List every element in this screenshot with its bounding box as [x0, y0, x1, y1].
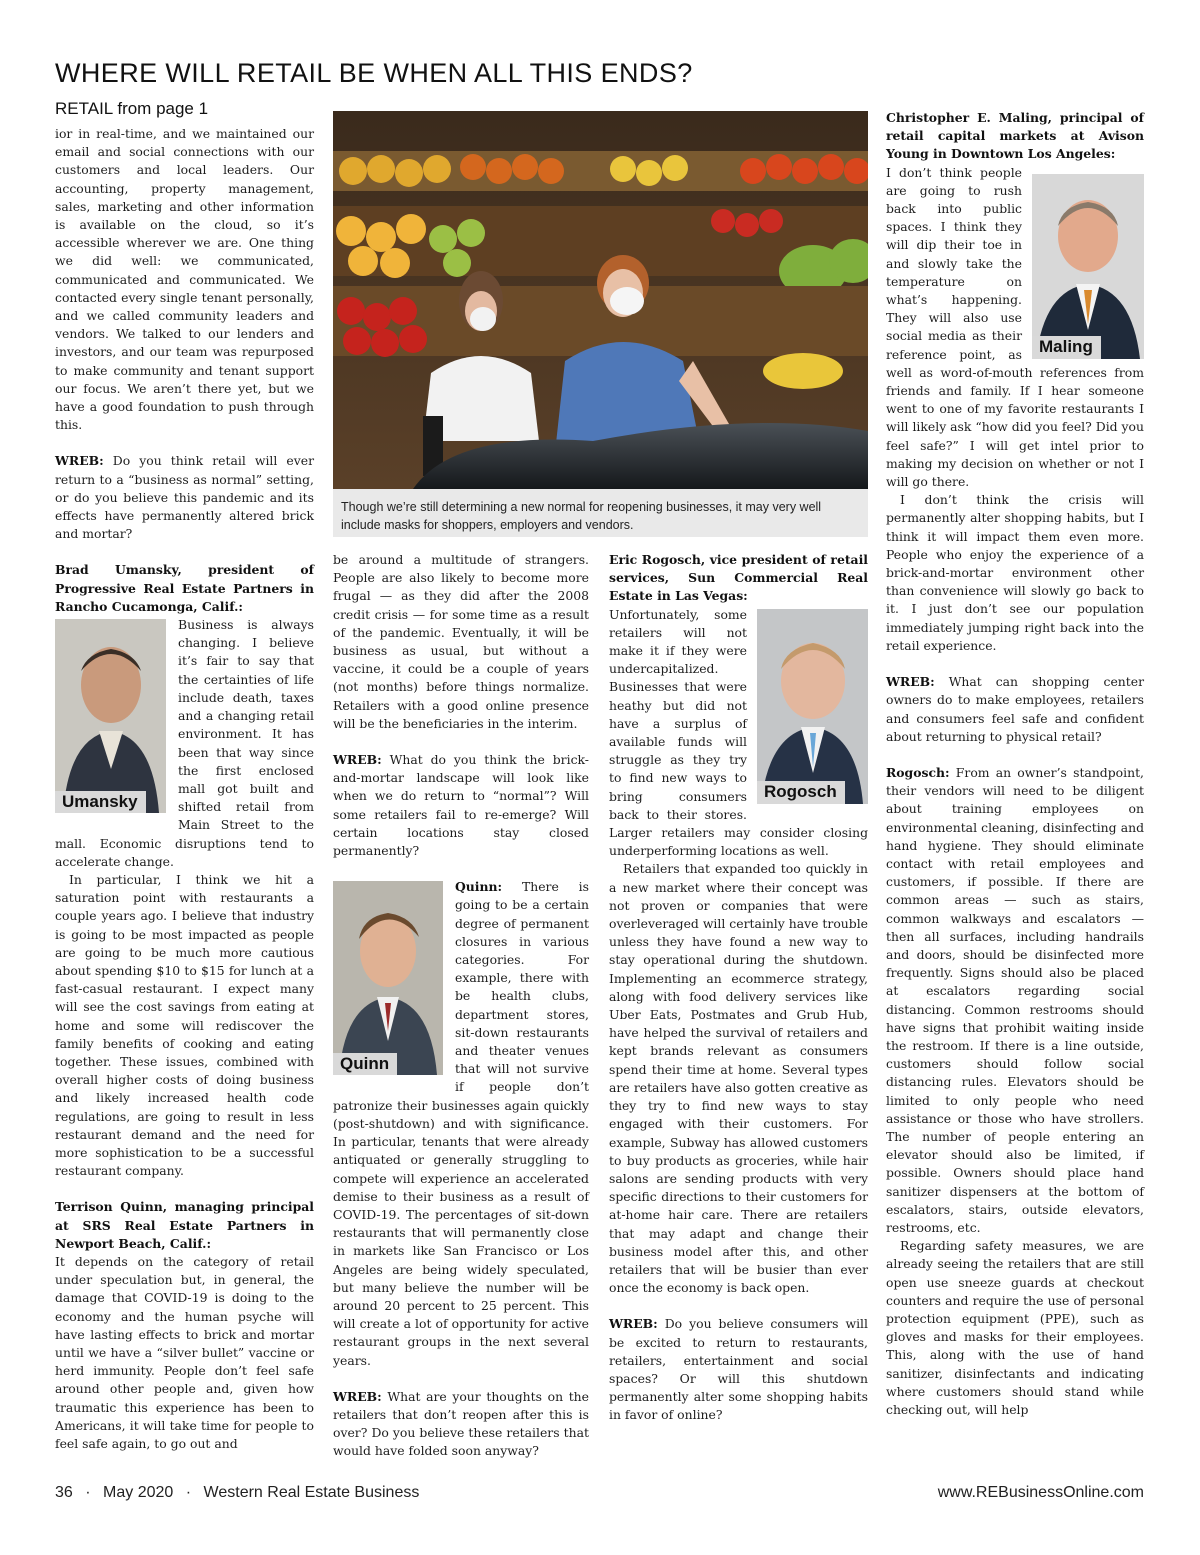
umansky-answer-2: In particular, I think we hit a saturation point with restaurants a couple years ago. I believe that industry is going to be most impacted as people are going to be much more cautious about spending $10 to $15 for lunch at a fast-casual restaurant. I expect many will see the cost savings from eating at home and some will rediscover the family benefits of cooking and eating together. These issues, combined with overall higher costs of doing business and likely increased health code regulations, are going to result in less restaurant demand and the need for more sophistication to be a successful restaurant company.: [55, 871, 314, 1179]
footer-separator: ·: [185, 1484, 192, 1501]
rogosch-answer-1: Unfortunately, some retailers will not make it if they were undercapitalized. Businesses that were heathy but did not have a surplus of available funds will struggle as they try to find new ways to bring consumers back to their stores. Larger retailers may consider closing underperforming locations as well.: [609, 606, 868, 859]
photo-caption: Though we’re still determining a new normal for reopening businesses, it may very well include masks for shoppers, employers and vendors.: [341, 500, 822, 532]
byline-quinn: Terrison Quinn, managing principal at SRS Real Estate Partners in Newport Beach, Calif.:: [55, 1199, 314, 1251]
rogosch-label: Rogosch:: [886, 764, 950, 780]
page-number: 36: [55, 1484, 73, 1501]
rogosch-answer-2: Retailers that expanded too quickly in a new market where their concept was not proven or companies that were overleveraged will certainly have trouble unless they have found a new way to stay operational during the shutdown. Implementing an ecommerce strategy, along with food delivery services like Uber Eats, Postmates and Grub Hub, have helped the survival of retailers and kept brands relevant as consumers spend their time at home. Several types are retailers have also gotten creative as they try to find new ways to stay engaged with their customers. For example, Subway has allowed customers to buy products as groceries, while hair salons are sending products with very specific directions to their customers for at-home hair care. There are retailers that may adapt and change their business model after this, and other retailers that will be busier than ever once the economy is back open.: [609, 861, 868, 1296]
rogosch-headshot: [757, 609, 868, 804]
wreb-label: WREB:: [333, 1388, 382, 1404]
quinn-headshot: [333, 881, 443, 1075]
question-text: What can shopping center owners do to make employees, retailers and consumers feel safe and confident about returning to physical retail?: [886, 674, 1144, 744]
wreb-label: WREB:: [886, 674, 935, 690]
question-text: Do you believe consumers will be excited to return to restaurants, retailers, entertainment and social spaces? Or will this shutdown permanently alter some shopping habits in favor of online?: [609, 1316, 868, 1423]
portrait-maling: [1032, 174, 1144, 359]
question-text: What are your thoughts on the retailers that don’t reopen after this is over? Do you believe these retailers that would have folded soon anyway?: [333, 1388, 589, 1459]
question-text: Do you think retail will ever return to a “business as normal” setting, or do you believe this pandemic and its effects have permanently altered brick and mortar?: [55, 453, 314, 542]
byline-rogosch: Eric Rogosch, vice president of retail services, Sun Commercial Real Estate in Las Vegas:: [609, 552, 868, 604]
name-label-maling: Maling: [1032, 336, 1101, 358]
publication-name: Western Real Estate Business: [203, 1484, 420, 1501]
wreb-question-1: [55, 452, 314, 543]
rogosch-answer-3: [886, 764, 1144, 1237]
name-label-rogosch: Rogosch: [757, 781, 845, 803]
umansky-answer-1: Business is always changing. I believe it’s fair to say that the certainties of life include death, taxes and a changing retail environment. It has been that way since the first enclosed mall got built and shifted retail from Main Street to the mall. Economic disruptions tend to accelerate change.: [55, 617, 314, 869]
photo-caption-box: [333, 489, 868, 537]
feature-photo: [333, 111, 868, 537]
wreb-question-4: [609, 1315, 868, 1424]
market-shoppers-illustration: [333, 111, 868, 489]
column-3: [609, 551, 868, 1425]
byline-umansky: Brad Umansky, president of Progressive Real Estate Partners in Rancho Cucamonga, Calif.:: [55, 562, 314, 614]
wreb-question-3: [333, 1388, 589, 1461]
maling-answer-1: I don’t think people are going to rush back into public spaces. I think they will dip their toe in and slowly take the temperature on what’s happening. They will also use social media as their reference point, as well as word-of-mouth references from friends and family. If I hear someone went to one of my favorite restaurants I will likely ask “how did you feel? Did you feel safe?” I will get intel prior to making my decision on whether or not I will go there.: [886, 164, 1144, 490]
column-2: [333, 551, 589, 1461]
col1-paragraph: ior in real-time, and we maintained our email and social connections with our customers and local leaders. Our accounting, property management, sales, marketing and other information is available on the cloud, so it’s accessible wherever we are. One thing we did well: we communicated, communicated and communicated. We contacted every single tenant personally, and we called community leaders and vendors. We talked to our lenders and investors, and our team was repurposed to make community and tenant support our focus. We aren’t there yet, but we have a good foundation to push through this.: [55, 126, 314, 433]
article-headline: WHERE WILL RETAIL BE WHEN ALL THIS ENDS?: [55, 58, 693, 88]
column-4: [886, 109, 1144, 1419]
maling-headshot: [1032, 174, 1144, 359]
page-footer-left: [55, 1484, 419, 1502]
website-url[interactable]: www.REBusinessOnline.com: [937, 1484, 1144, 1501]
answer-text: From an owner’s standpoint, their vendors will need to be diligent about training employees on environmental cleaning, disinfecting and hand hygiene. They should eliminate contact with retail employees and customers, if possible. If there are common areas — such as stairs, common walkways and escalators — then all surfaces, including handrails and doors, should be disinfected more frequently. Signs should also be placed at escalators regarding social distancing. Common restrooms should have signs that prohibit waiting inside the restroom. If there is a line outside, customers should follow social distancing rules. Elevators should be limited to only people who need assistance or those who have strollers. The number of people entering an elevator should also be limited, if possible. Owners should place hand sanitizer dispensers at the bottom of escalators, stairs, outside elevators, restrooms, etc.: [886, 764, 1144, 1235]
name-label-umansky: Umansky: [55, 791, 146, 813]
wreb-label: WREB:: [333, 752, 382, 768]
byline-maling: Christopher E. Maling, principal of retail capital markets at Avison Young in Downtown Los Angeles:: [886, 110, 1144, 162]
wreb-label: WREB:: [55, 453, 104, 469]
question-text: What do you think the brick-and-mortar landscape will look like when we do return to “normal”? Will some retailers fail to re-emerge? Will certain locations stay closed permanently?: [333, 752, 589, 859]
portrait-rogosch: [757, 609, 868, 804]
col2-paragraph: be around a multitude of strangers. People are also likely to become more frugal — as they did after the 2008 credit crisis — for some time as a result of the pandemic. Eventually, it will be business as usual, but without a vaccine, it could be a couple of years (not months) before things normalize. Retailers with a good online presence will be the beneficiaries in the interim.: [333, 552, 589, 731]
umansky-headshot: [55, 619, 166, 813]
portrait-quinn: [333, 881, 443, 1075]
column-1: [55, 125, 314, 1453]
issue-date: May 2020: [103, 1484, 174, 1501]
name-label-quinn: Quinn: [333, 1053, 397, 1075]
wreb-question-5: [886, 673, 1144, 746]
maling-answer-2: I don’t think the crisis will permanently alter shopping habits, but I think it will impact them even more. People who enjoy the experience of a brick-and-mortar environment other than convenience will slowly go back to it. I just don’t see our population immediately jumping right back into the retail experience.: [886, 492, 1144, 653]
quinn-label: Quinn:: [455, 879, 503, 895]
answer-text: There is going to be a certain degree of permanent closures in various categories. For example, there with be health clubs, department stores, sit-down restaurants and theater venues that will not survive if people don’t patronize their businesses again quickly (post-shutdown) and with significance. In particular, tenants that were already antiquated or generally struggling to compete will experience an accelerated demise to their business as a result of COVID-19. The percentages of sit-down restaurants that will permanently close in markets like San Francisco or Los Angeles are being widely speculated, but many believe the number will be around 20 percent to 25 percent. This will create a lot of opportunity for active restaurant groups in the next several years.: [333, 879, 589, 1368]
wreb-question-2: [333, 751, 589, 860]
portrait-umansky: [55, 619, 166, 813]
quinn-answer-1: It depends on the category of retail under speculation but, in general, the damage that COVID-19 is doing to the economy and the human psyche will have lasting effects to brick and mortar until we have a “silver bullet” vaccine or herd immunity. People don’t feel safe around other people and, given how traumatic this experience has been to Americans, it will take time for people to feel safe again, to go out and: [55, 1253, 314, 1452]
footer-separator: ·: [85, 1484, 91, 1501]
continued-from-label: RETAIL from page 1: [55, 99, 209, 118]
wreb-label: WREB:: [609, 1316, 658, 1332]
rogosch-answer-4: Regarding safety measures, we are already seeing the retailers that are still open use sneeze guards at checkout counters and require the use of personal protection equipment (PPE), such as gloves and masks for their employees. This, along with the use of hand sanitizer, disinfectants and indicating where customers should stand while checking out, will help: [886, 1238, 1144, 1418]
